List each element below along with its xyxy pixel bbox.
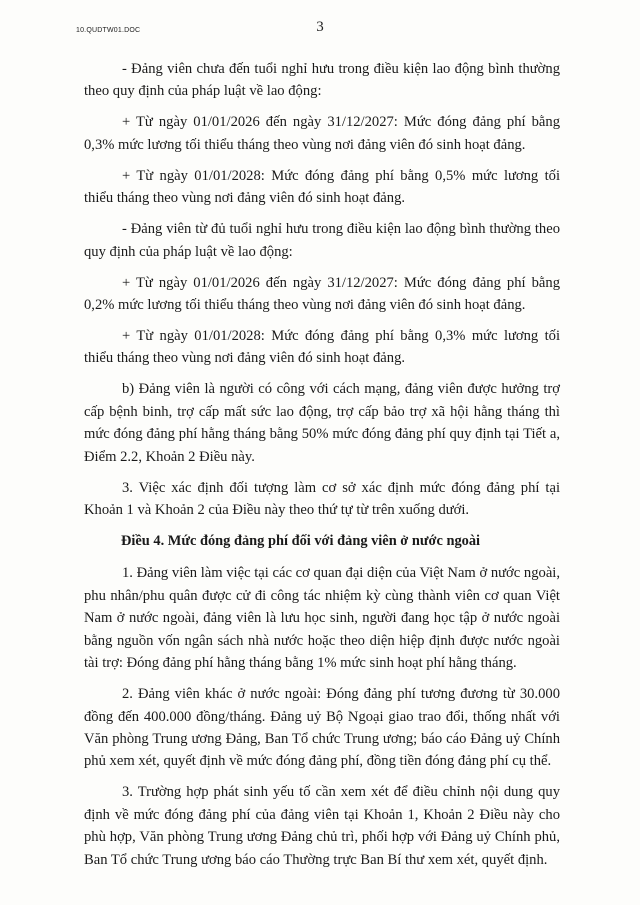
paragraph: 1. Đảng viên làm việc tại các cơ quan đại diện của Việt Nam ở nước ngoài, phu nhân/phu quân được cử đi công tác nhiệm kỳ cùng thành viên cơ quan Việt Nam ở nước ngoài, đảng viên là lưu học sinh, người đang học tập ở nước ngoài bằng nguồn vốn ngân sách nhà nước hoặc theo diện hiệp định được nước ngoài tài trợ: Đóng đảng phí hằng tháng bằng 1% mức sinh hoạt phí hằng tháng. [84,565,560,672]
paragraph: + Từ ngày 01/01/2026 đến ngày 31/12/2027: Mức đóng đảng phí bằng 0,2% mức lương tối thiểu tháng theo vùng nơi đảng viên đó sinh hoạt đảng. [84,274,560,314]
paragraph: + Từ ngày 01/01/2026 đến ngày 31/12/2027: Mức đóng đảng phí bằng 0,3% mức lương tối thiểu tháng theo vùng nơi đảng viên đó sinh hoạt đảng. [84,114,560,153]
article-4-heading: Điều 4. Mức đóng đảng phí đối với đảng viên ở nước ngoài [121,533,481,550]
file-label: 10.QUDTW01.DOC [76,27,141,34]
paragraph: 2. Đảng viên khác ở nước ngoài: Đóng đảng phí tương đương từ 30.000 đồng đến 400.000 đồng/tháng. Đảng uỷ Bộ Ngoại giao trao đổi, thống nhất với Văn phòng Trung ương Đảng, Ban Tổ chức Trung ương; báo cáo Đảng uỷ Chính phủ xem xét, quyết định về mức đóng đảng phí, đồng tiền đóng đảng phí cụ thể. [84,686,560,770]
paragraph: b) Đảng viên là người có công với cách mạng, đảng viên được hưởng trợ cấp bệnh binh, trợ cấp mất sức lao động, trợ cấp bảo trợ xã hội hằng tháng thì mức đóng đảng phí hằng tháng bằng 50% mức đóng đảng phí quy định tại Tiết a, Điểm 2.2, Khoản 2 Điều này. [84,381,560,465]
document-body [84,58,560,880]
paragraph: 3. Việc xác định đối tượng làm cơ sở xác định mức đóng đảng phí tại Khoản 1 và Khoản 2 của Điều này theo thứ tự từ trên xuống dưới. [84,479,560,519]
paragraph: 3. Trường hợp phát sinh yếu tố cần xem xét để điều chỉnh nội dung quy định về mức đóng đảng phí của đảng viên tại Khoản 1, Khoản 2 Điều này cho phù hợp, Văn phòng Trung ương Đảng chủ trì, phối hợp với Đảng uỷ Chính phủ, Ban Tổ chức Trung ương báo cáo Thường trực Ban Bí thư xem xét, quyết định. [84,784,560,868]
page-number: 3 [316,19,324,35]
paragraph: - Đảng viên từ đủ tuổi nghỉ hưu trong điều kiện lao động bình thường theo quy định của pháp luật về lao động: [84,221,560,260]
paragraph: + Từ ngày 01/01/2028: Mức đóng đảng phí bằng 0,5% mức lương tối thiểu tháng theo vùng nơi đảng viên đó sinh hoạt đảng. [84,167,560,207]
paragraph: + Từ ngày 01/01/2028: Mức đóng đảng phí bằng 0,3% mức lương tối thiểu tháng theo vùng nơi đảng viên đó sinh hoạt đảng. [84,328,560,367]
paragraph: - Đảng viên chưa đến tuổi nghỉ hưu trong điều kiện lao động bình thường theo quy định của pháp luật về lao động: [84,61,560,100]
